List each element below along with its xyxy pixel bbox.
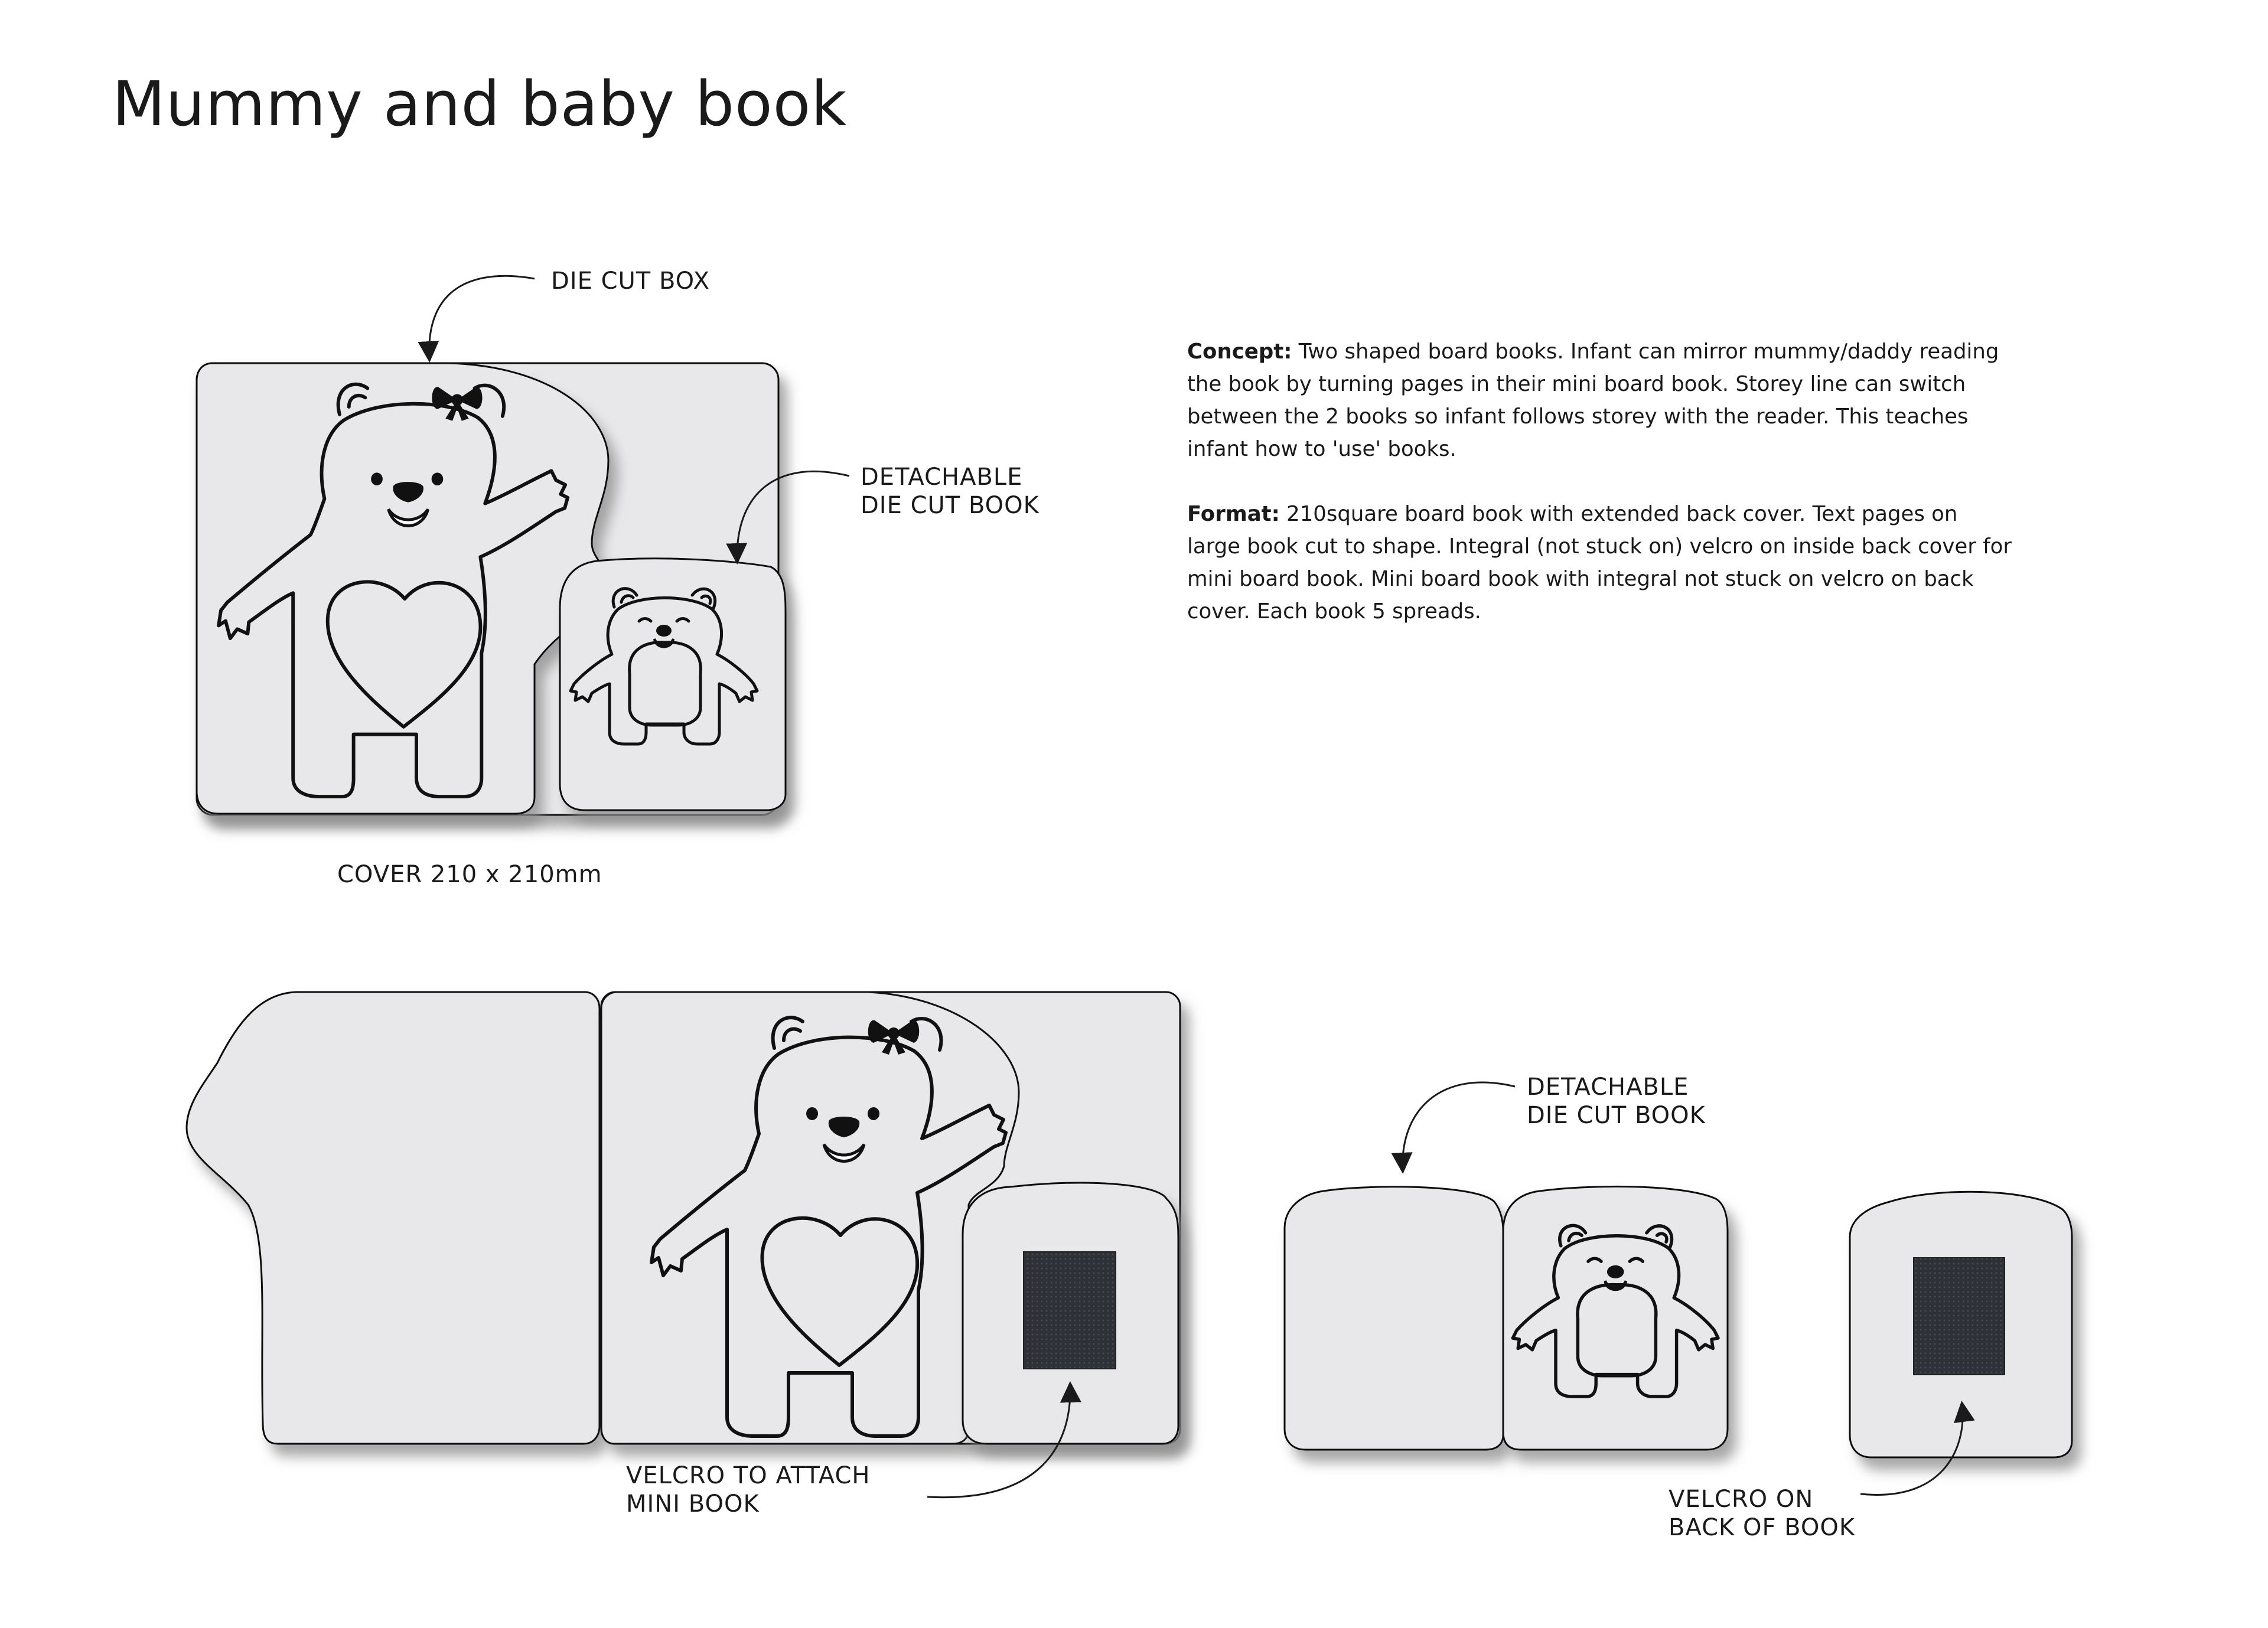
velcro-attach-line-2: MINI BOOK <box>626 1490 760 1518</box>
mini-book-right-page <box>1503 1186 1728 1450</box>
open-large-book <box>187 992 1180 1444</box>
die-cut-box-arrow <box>429 276 535 359</box>
format-label: Format: <box>1187 502 1280 526</box>
page-title: Mummy and baby book <box>112 68 848 140</box>
mini-book-back <box>1850 1192 2072 1457</box>
die-cut-baby-book <box>560 559 786 810</box>
detachable-bottom-arrow <box>1403 1082 1515 1170</box>
format-text: 210square board book with extended back cover. Text pages on large book cut to shape. Integral (not stuck on) velcro on inside back cover for mini board book. Mini board book with integral not stuck on velcro on back cover. Each book 5 spreads. <box>1187 502 2012 624</box>
open-mini-book <box>1285 1186 1728 1450</box>
extended-back-cover <box>187 992 599 1444</box>
detachable-line-1: DETACHABLE <box>1527 1074 1689 1101</box>
detachable-line-2: DIE CUT BOOK <box>861 492 1040 519</box>
velcro-back-line-1: VELCRO ON <box>1669 1486 1814 1513</box>
detachable-line-2: DIE CUT BOOK <box>1527 1102 1706 1129</box>
mini-book-left-page <box>1285 1187 1503 1450</box>
concept-label: Concept: <box>1187 340 1292 364</box>
velcro-back-line-2: BACK OF BOOK <box>1669 1514 1856 1541</box>
cover-assembly <box>197 363 786 815</box>
velcro-patch-mini <box>1914 1258 2005 1375</box>
detachable-line-1: DETACHABLE <box>861 464 1023 491</box>
cover-size-label: COVER 210 x 210mm <box>337 861 602 888</box>
die-cut-box-label: DIE CUT BOX <box>551 267 711 295</box>
velcro-attach-line-1: VELCRO TO ATTACH <box>626 1462 871 1489</box>
concept-text: Two shaped board books. Infant can mirror mummy/daddy reading the book by turning pages in their mini board book. Storey line can switch between the 2 books so infant follows storey with the reader. This teaches infant how to 'use' books. <box>1187 340 1999 461</box>
velcro-patch-large <box>1024 1252 1116 1369</box>
